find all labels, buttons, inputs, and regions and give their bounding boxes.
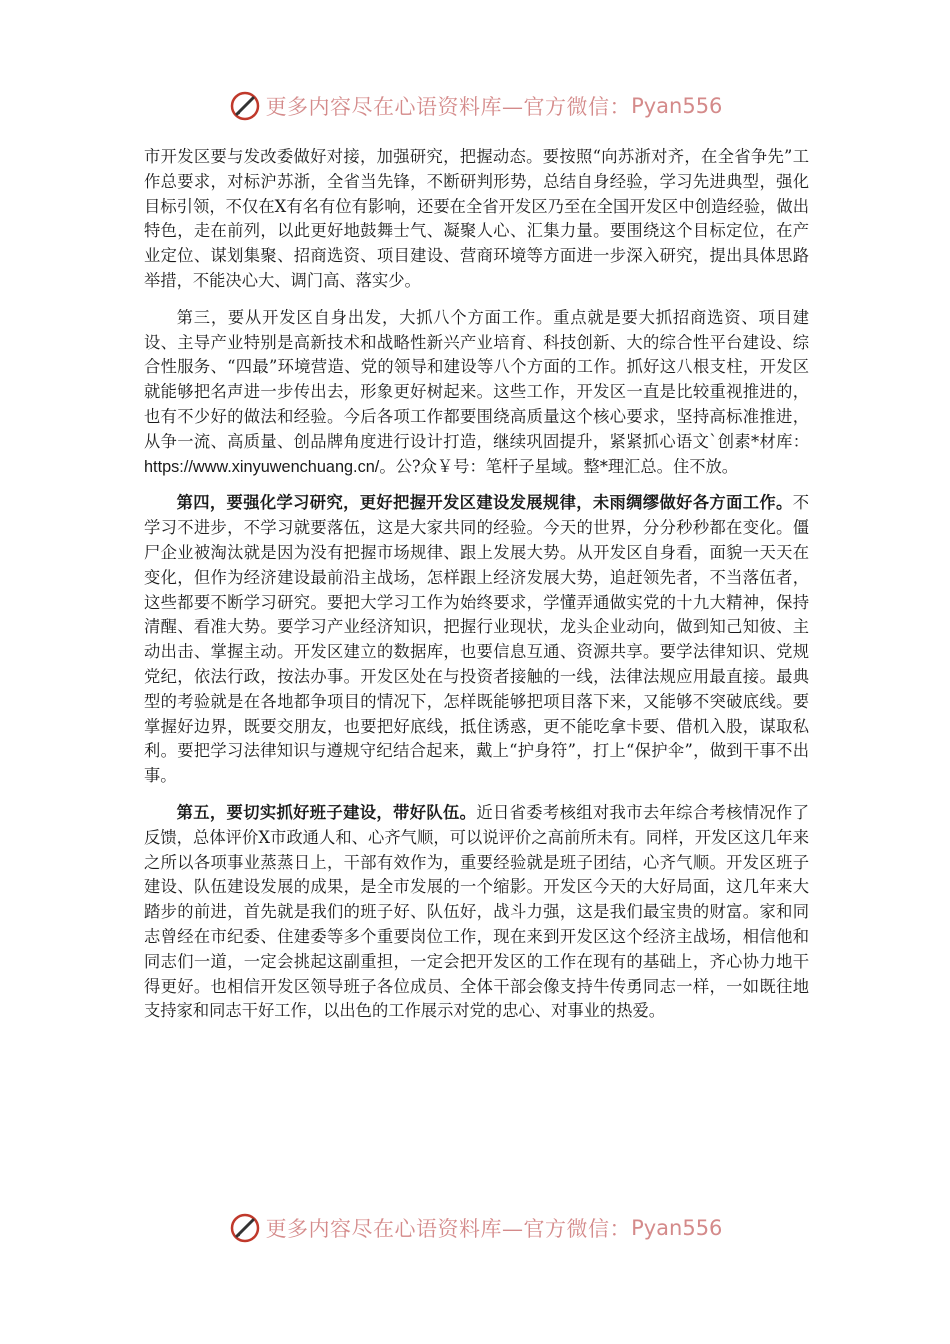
section-five-heading: 第五，要切实抓好班子建设，带好队伍。 [176, 802, 477, 822]
source-url-link[interactable]: https://www.xinyuwenchuang.cn/ [144, 457, 380, 476]
paragraph-2-tail: 。公?众￥号：笔杆子星域。整*理汇总。住不放。 [379, 456, 739, 476]
paragraph-3-text: 不学习不进步，不学习就要落伍，这是大家共同的经验。今天的世界，分分秒秒都在变化。僵尸企业被淘汰就是因为没有把握市场规律、跟上发展大势。从开发区自身看，面貌一天天在变化，但作为经济建设最前沿主战场，怎样跟上经济发展大势，追赶领先者，不当落伍者，这些都要不断学习研究。要把大学习工作为始终要求，学懂弄通做实党的十九大精神，保持清醒、看准大势。要学习产业经济知识，把握行业现状，龙头企业动向，做到知己知彼、主动出击、掌握主动。开发区建立的数据库，也要信息互通、资源共享。要学法律知识、党规党纪，依法行政，按法办事。开发区处在与投资者接触的一线，法律法规应用最直接。最典型的考验就是在各地都争项目的情况下，怎样既能够把项目落下来，又能够不突破底线。要掌握好边界，既要交朋友，也要把好底线，抵住诱惑，更不能吃拿卡要、借机入股，谋取私利。要把学习法律知识与遵规守纪结合起来，戴上“护身符”，打上“保护伞”，做到干事不出事。 [144, 493, 809, 786]
paragraph-3 [144, 491, 809, 789]
footer-watermark-banner [0, 1208, 950, 1248]
paragraph-1: 市开发区要与发改委做好对接，加强研究，把握动态。要按照“向苏浙对齐，在全省争先”工作总要求，对标沪苏浙，全省当先锋，不断研判形势，总结自身经验，学习先进典型，强化目标引领，不仅在X有名有位有影响，还要在全省开发区乃至在全国开发区中创造经验，做出特色，走在前列，以此更好地鼓舞士气、凝聚人心、汇集力量。要围绕这个目标定位，在产业定位、谋划集聚、招商选资、项目建设、营商环境等方面进一步深入研究，提出具体思路举措，不能决心大、调门高、落实少。 [144, 147, 809, 290]
banner-handle: Pyan556 [631, 1216, 723, 1240]
banner-text: 更多内容尽在心语资料库—官方微信： [265, 1217, 632, 1241]
document-body [144, 145, 809, 1036]
banner-handle: Pyan556 [631, 94, 723, 118]
paragraph-2-text: 第三，要从开发区自身出发，大抓八个方面工作。重点就是要大抓招商选资、项目建设、主导产业特别是高新技术和战略性新兴产业培育、科技创新、大的综合性平台建设、综合性服务、“四最”环境营造、党的领导和建设等八个方面的工作。抓好这八根支柱，开发区就能够把名声进一步传出去，形象更好树起来。这些工作，开发区一直是比较重视推进的，也有不少好的做法和经验。今后各项工作都要围绕高质量这个核心要求，坚持高标准推进，从争一流、高质量、创品牌角度进行设计打造，继续巩固提升，紧紧抓心语文`创素*材库： [144, 307, 809, 451]
banner-text: 更多内容尽在心语资料库—官方微信： [265, 95, 632, 119]
section-four-heading: 第四，要强化学习研究，更好把握开发区建设发展规律，未雨绸缪做好各方面工作。 [176, 493, 793, 513]
paragraph-2 [144, 306, 809, 480]
paragraph-4 [144, 801, 809, 1024]
header-watermark-banner [0, 86, 950, 126]
paragraph-4-text: 近日省委考核组对我市去年综合考核情况作了反馈，总体评价X市政通人和、心齐气顺，可以说评价之高前所未有。同样，开发区这几年来之所以各项事业蒸蒸日上，干部有效作为，重要经验就是班子团结，心齐气顺。开发区班子建设、队伍建设发展的成果，是全市发展的一个缩影。开发区今天的大好局面，这几年来大踏步的前进，首先就是我们的班子好、队伍好，战斗力强，这是我们最宝贵的财富。家和同志曾经在市纪委、住建委等多个重要岗位工作，现在来到开发区这个经济主战场，相信他和同志们一道，一定会挑起这副重担，一定会把开发区的工作在现有的基础上，齐心协力地干得更好。也相信开发区领导班子各位成员、全体干部会像支持牛传勇同志一样，一如既往地支持家和同志干好工作，以出色的工作展示对党的忠心、对事业的热爱。 [144, 802, 809, 1021]
pen-logo-icon [228, 89, 262, 123]
pen-logo-icon [228, 1211, 262, 1245]
